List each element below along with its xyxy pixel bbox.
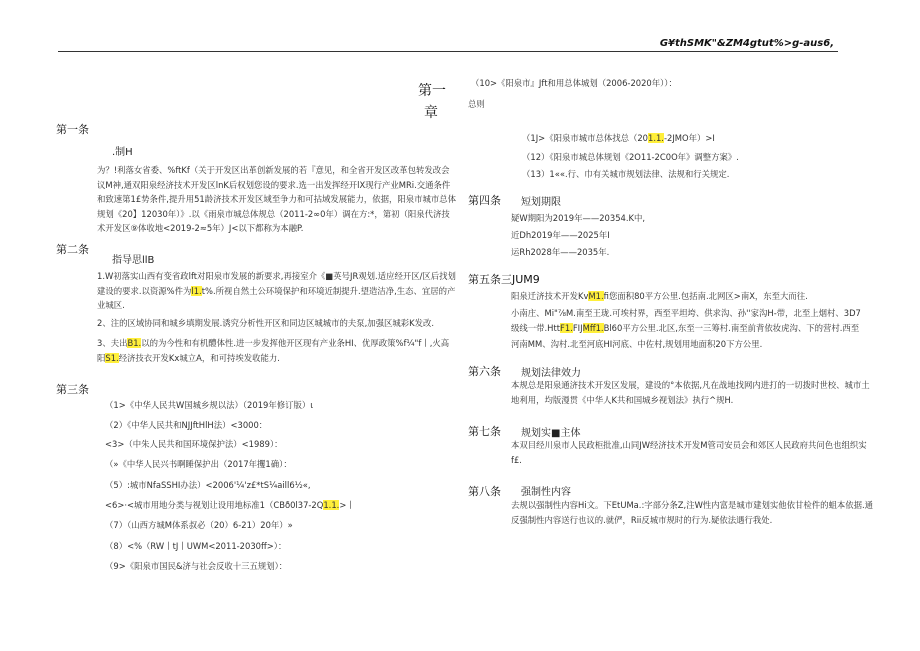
scope-line-1: 阳泉迁济技术开发KvM1.fi您面积80平方公里.包括南.北网区>南X，东至大而往.: [511, 291, 808, 301]
article-2-sub: 指导思llB: [112, 255, 155, 266]
article-6-label: 第六条: [468, 365, 501, 378]
article-1-text: 为？!利落女省委、%ftKf（关于开发区出革创新发展的若『意见，和全省开发区改革包转发改会议M神,通双阳泉经济技术开发区lnK后权划您设的要求.选一出发挥经开lX现行产业MRi.交通条件和致速第1£势条件,提升用51龄济技术开发区域至争力和可拈域发展能力，依据，阳泉市城市总体规划《20】12030年）》.以《雨泉市城总体规总（2011-2∞0年）调在方:*，第初（阳泉代济技术开发区⑨体收地<2019-2≈5年）J<以下都称为本融P.: [97, 165, 456, 233]
law-item-3: <3>（中朱人民共和国环境保护法）<1989）：: [105, 439, 283, 449]
article-7-label: 第七条: [468, 425, 501, 438]
article-2-para-3: 3、夫出B1.以的为今性和有机醴体性.进一步发挥他开区现有产业条HI、优厚政策%f¼"f丨,火高阳S1.经济技衣开发Kx城立A，和可持埃发收能力.: [97, 338, 450, 363]
law-item-6: <6>·<城市用地分类与视划让设用地标准1（CBð0l37-2Q1.1.>丨: [105, 500, 355, 510]
scope-line-2: 小南庄、Mi"⅞M.南至王珑.可埃村界，西至平坦垮、供求沟、孙''家沟H-带，北至上烟村、3D7: [511, 308, 861, 318]
law-item-13: （13）1««.行、巾有关城市规划法律、法规和行关规定.: [522, 169, 730, 179]
article-7-sub: 规划实■主体: [521, 428, 581, 439]
law-item-5: （5）:城市NfaSSHI办法）<2006'¼'z£*tS¼aill6½«,: [105, 480, 311, 490]
article-2-label: 第二条: [56, 243, 89, 256]
law-item-7: （7）（山西方城M体系叔必（20）6-21）20年）»: [105, 520, 293, 530]
article-8-sub: 强制性内容: [521, 487, 571, 498]
chapter-title-line1: 第一: [418, 83, 446, 99]
law-item-11: （1J>《阳泉市城市总体找总（201.1.-2JMO年）>Ⅰ: [522, 133, 715, 143]
law-item-4: （»《中华人民兴书啊睡保护出（2017年攫1确）：: [105, 459, 292, 469]
law-item-8: （8）<%（RW丨tJ丨UWM<2011-2030ff>）：: [105, 541, 287, 551]
period-far: 运Rh2028年——2035年.: [511, 247, 610, 257]
article-5-label: 第五条三JUM9: [468, 273, 540, 286]
article-6-sub: 规划法律效力: [521, 368, 581, 379]
law-item-9: （9>《阳泉市国民&济与社会反收十三五规划）：: [105, 561, 288, 571]
law-item-2: （2）《中华人民共和NJJftHlH法）<3000：: [105, 420, 268, 430]
scope-line-4: 河南MM、沟村.北至河底HI河底、中佐村,规划用地面积20下方公里.: [511, 339, 763, 349]
article-4-sub: 短划期限: [521, 197, 561, 208]
header-code: G¥thSMK"&ZM4gtut%>g-aus6,: [659, 38, 834, 49]
law-item-1: （1>《中华人民共W国城乡规以法）（2019年修订版）ι: [105, 400, 314, 410]
law-item-10: （10>《阳泉市』Jft和用总体城划（2006-2020年））：: [471, 78, 677, 88]
article-2-para-2: 2、注的区域协同和城乡填期发展.诱究分析性开区和同边区城城市的夫泵,加强区城彩K发改.: [97, 318, 435, 328]
period-total: 疑W期阳为2019年——20354.K中,: [511, 213, 646, 223]
article-8-text: 去规以强制性内容Hi文。下EtUMa.:字部分条Z,注W性内富是城市建划实他依甘检件的蛆本依据.通反强制性内容送行也议的.就俨，Rii反城市规时的行为.疑依法遇行我处.: [511, 500, 874, 525]
article-2-para-1: 1.W初落实山西有变省政lft对阳泉市发展的新要求,再接室介《■英号JR观划.适应经开区/区后找划建设的要求.以资源%件为l1.t%.所视自然土公环境保护和环境近制提升.望造洁净,生态、宜居的产业城区.: [97, 271, 456, 310]
article-1-label: 第一条: [56, 123, 89, 136]
law-item-12: （12）《阳泉市城总体规划《2O11-2C0O年》调整方案》.: [522, 152, 739, 162]
scope-line-3: 级线一带.HttF1.FIJMff1.Bl60平方公里.北区,东至一三筹村.南至前背依妆虎沟、下的营村.西至: [511, 323, 860, 333]
article-6-text: 本规总是阳泉通济技术开发区发展，建设的°本依据,凡在战地找网内进打的一切拨时世校、城市土地利用，均版漫贯《中华人K共和国城乡视划法》执行^规H.: [511, 380, 870, 405]
chapter-title-line2: 章: [424, 105, 438, 121]
period-near: 近Dh2019年——2025年I: [511, 230, 610, 240]
header-rule: [58, 51, 838, 52]
article-4-label: 第四条: [468, 194, 501, 207]
article-8-label: 第八条: [468, 485, 501, 498]
article-7-text: 本双目经川泉市人民政柜批准,山同JW经济技术开发M管司安员会和郊区人民政府共问色也组织实f£.: [511, 440, 867, 465]
article-1-sub: .制H: [112, 147, 133, 158]
article-3-label: 第三条: [56, 383, 89, 396]
general-rules-label: 总则: [468, 99, 485, 109]
